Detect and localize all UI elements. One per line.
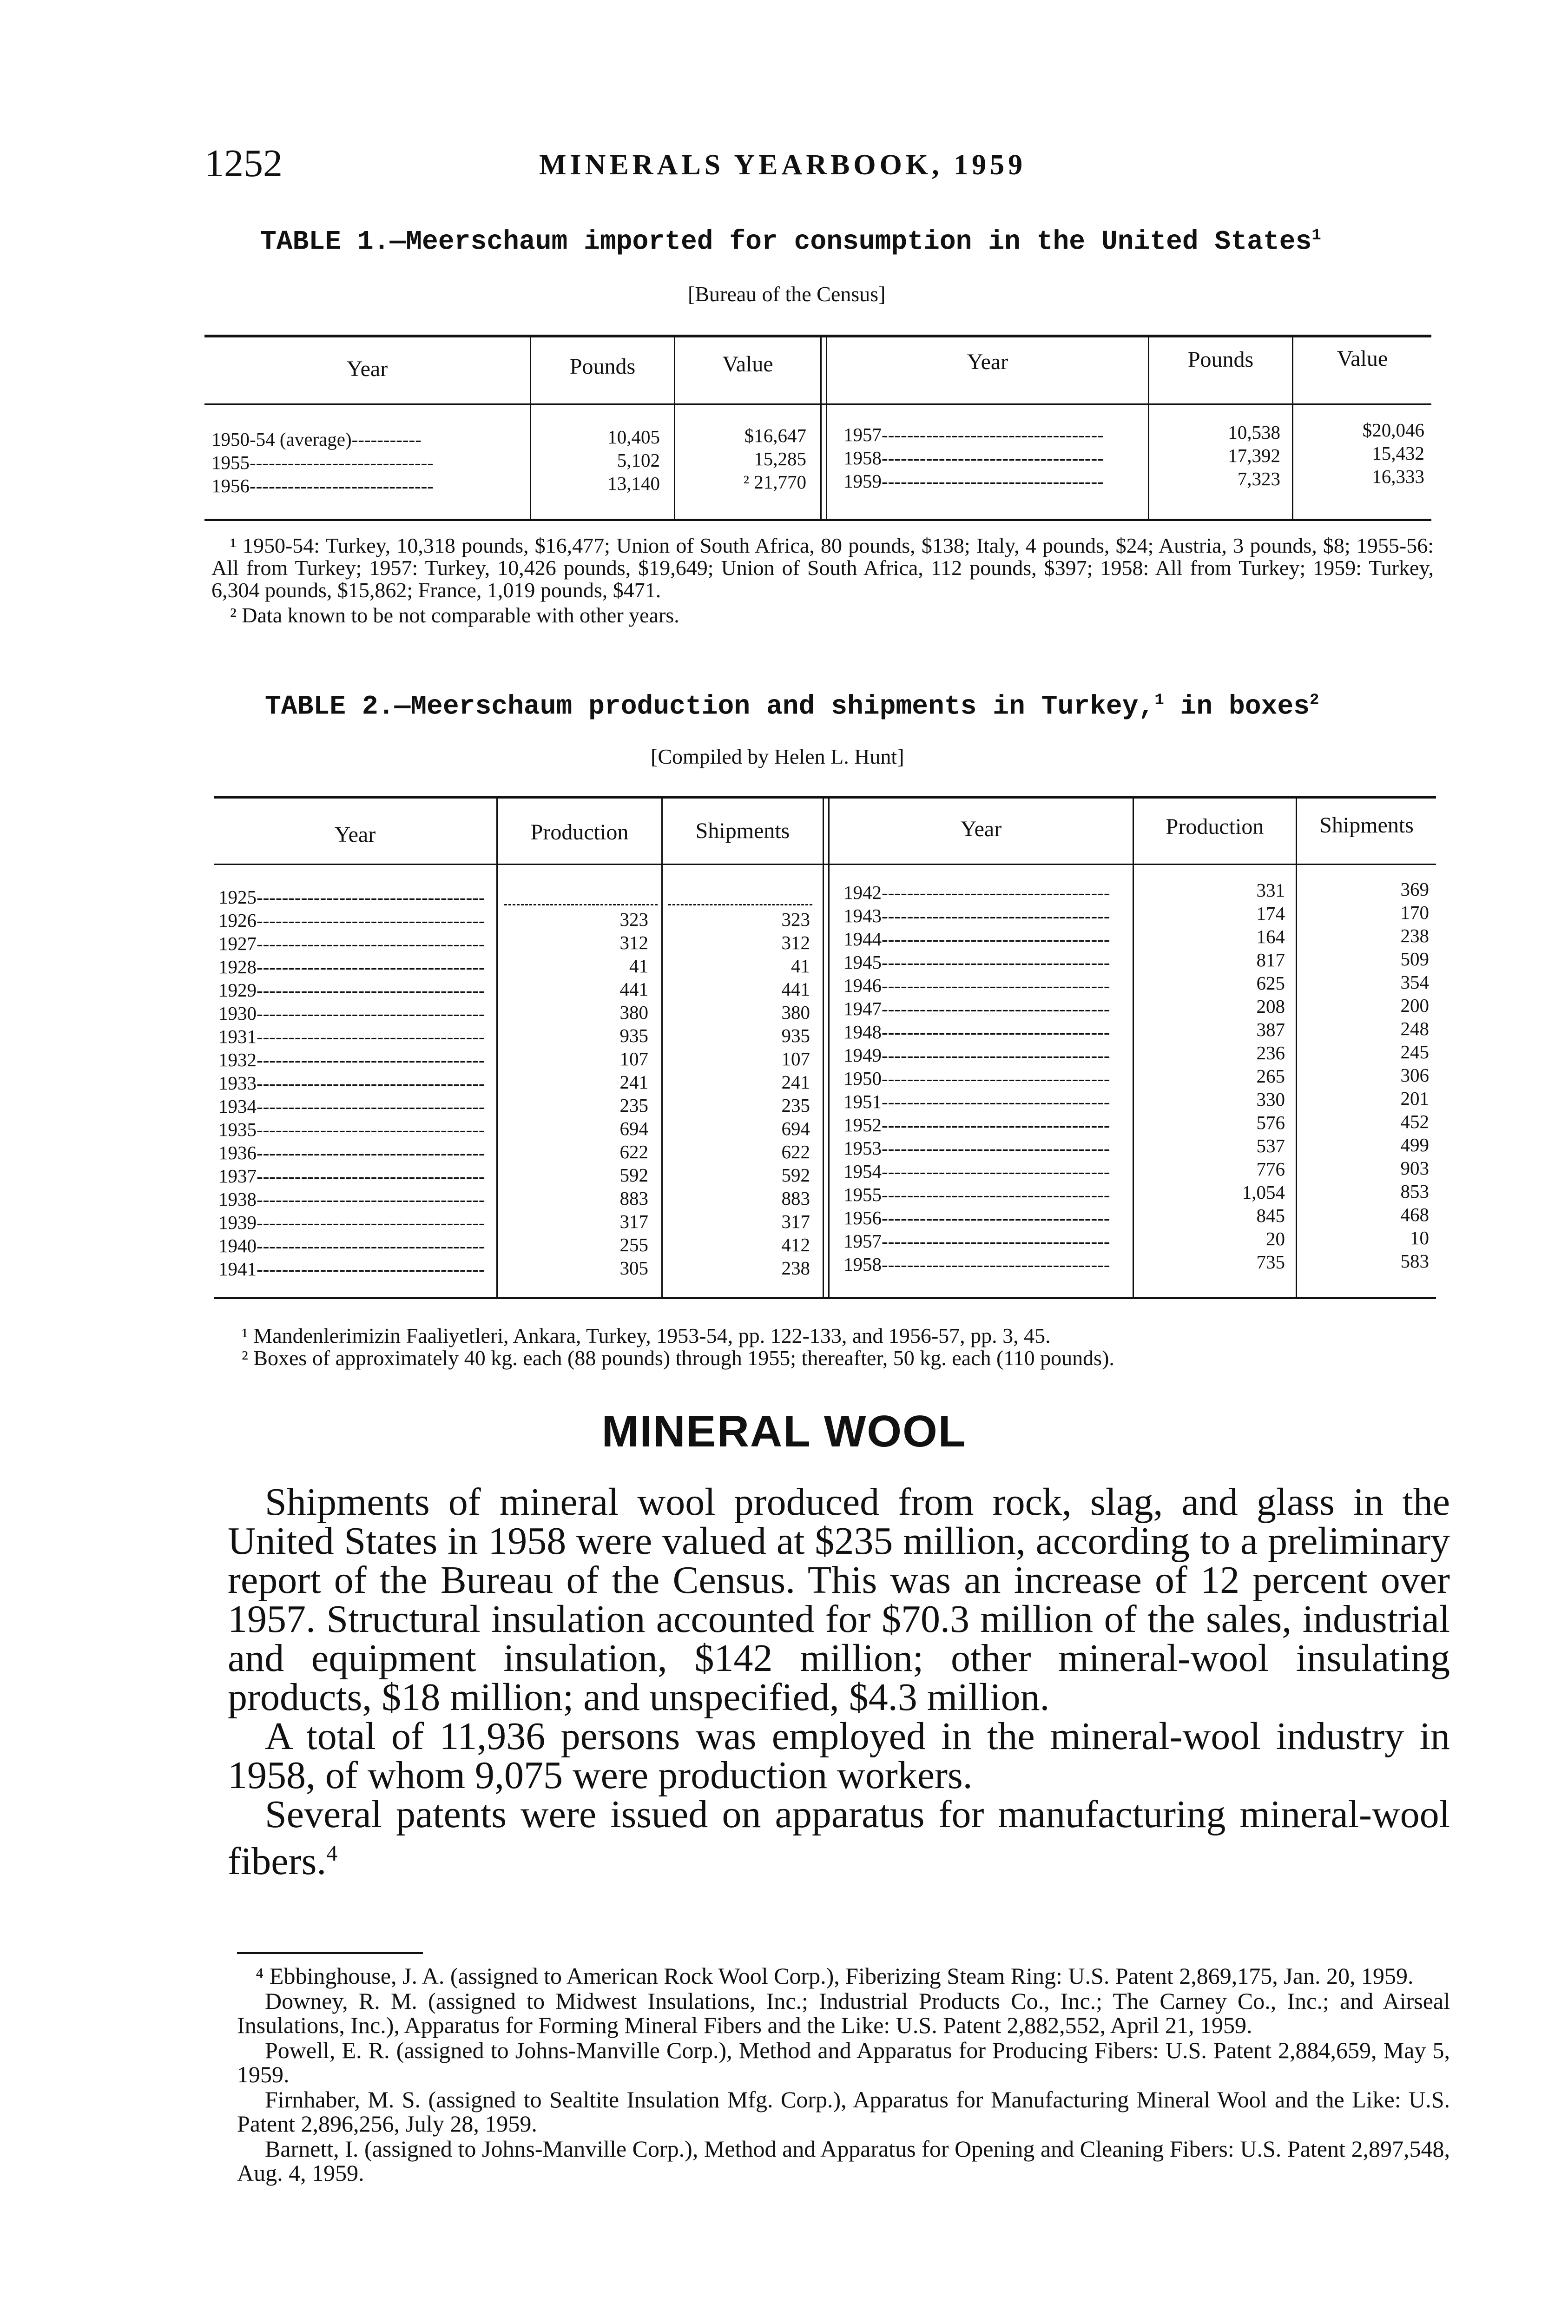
table-cell: 537 <box>1256 1135 1285 1156</box>
table-cell-year: 1951------------------------------------ <box>843 1091 1110 1112</box>
table-cell: 17,392 <box>1228 445 1280 466</box>
table2-vrule <box>1133 799 1134 1297</box>
table-cell-year: 1942------------------------------------ <box>843 882 1110 903</box>
table1-header-rule <box>204 403 1431 405</box>
table-cell-year: 1927------------------------------------ <box>218 933 485 954</box>
section-heading: MINERAL WOOL <box>601 1406 967 1456</box>
table-cell-year: 1952------------------------------------ <box>843 1114 1110 1136</box>
table-cell: 845 <box>1256 1205 1285 1226</box>
table-cell: 306 <box>1400 1064 1429 1086</box>
table-cell: 330 <box>1256 1089 1285 1110</box>
table-cell: 468 <box>1400 1204 1429 1225</box>
table2-dash-production-1925 <box>504 904 658 905</box>
table-cell: 583 <box>1400 1250 1429 1272</box>
table2-vrule <box>496 799 498 1297</box>
table-cell: 592 <box>619 1164 648 1186</box>
table-cell: 107 <box>781 1048 810 1070</box>
table-cell-year: 1936------------------------------------ <box>218 1142 485 1163</box>
table-cell: 354 <box>1400 971 1429 993</box>
table-cell: 170 <box>1400 902 1429 923</box>
table-cell-year: 1926------------------------------------ <box>218 910 485 931</box>
table-cell: 41 <box>791 955 810 977</box>
table2-header-year: Year <box>334 822 376 847</box>
table-cell-year: 1928------------------------------------ <box>218 956 485 977</box>
table2-title <box>265 693 1319 720</box>
table2-title-mark: 2 <box>1309 692 1319 709</box>
table-cell: 238 <box>781 1257 810 1279</box>
footnote-separator <box>237 1952 423 1954</box>
table-cell: 255 <box>619 1234 648 1255</box>
table-cell: 241 <box>619 1071 648 1093</box>
table-cell-year: 1956----------------------------- <box>211 475 434 496</box>
table1-header-value: Value <box>722 352 773 376</box>
paragraph-text: Several patents were issued on apparatus for manufacturing mineral-wool fibers. <box>228 1793 1450 1883</box>
table2-dash-shipments-1925 <box>668 904 812 905</box>
table2-top-rule <box>214 796 1436 799</box>
table2-header-year-right: Year <box>960 817 1002 841</box>
footnote: ⁴ Ebbinghouse, J. A. (assigned to American Rock Wool Corp.), Fiberizing Steam Ring: U.S. Patent 2,869,175, Jan. 20, 1959. <box>256 1963 1414 1989</box>
table-cell: 15,285 <box>754 448 806 469</box>
table-cell: $16,647 <box>744 425 806 446</box>
table2-left-years <box>218 885 493 1281</box>
table-cell: 241 <box>781 1071 810 1093</box>
table-cell-year: 1956------------------------------------ <box>843 1207 1110 1228</box>
footnote: Powell, E. R. (assigned to Johns-Manville Corp.), Method and Apparatus for Producing Fibers: U.S. Patent 2,884,659, May 5, 1959. <box>237 2037 1450 2087</box>
table-cell: 323 <box>781 909 810 930</box>
table-cell: 452 <box>1400 1111 1429 1132</box>
table2-right-production <box>1139 878 1285 1274</box>
table-cell: 592 <box>781 1164 810 1186</box>
table-cell: 13,140 <box>607 473 660 494</box>
table-cell: 509 <box>1400 948 1429 970</box>
table-cell: 387 <box>1256 1019 1285 1040</box>
table2-vrule <box>823 799 824 1297</box>
footnote: Barnett, I. (assigned to Johns-Manville Corp.), Method and Apparatus for Opening and Cleaning Fibers: U.S. Patent 2,897,548, Aug. 4, 1959. <box>237 2136 1450 2186</box>
table-cell-year: 1937------------------------------------ <box>218 1165 485 1187</box>
table-cell-year: 1957------------------------------------ <box>843 1230 1110 1252</box>
table-cell: 10,538 <box>1228 422 1280 443</box>
table-cell: 20 <box>1266 1228 1285 1249</box>
table-cell: 16,333 <box>1372 466 1424 487</box>
table-cell: 380 <box>619 1002 648 1023</box>
table-cell: 317 <box>781 1211 810 1232</box>
table-cell: 369 <box>1400 878 1429 900</box>
table-cell: 694 <box>619 1118 648 1139</box>
footnote: ¹ 1950-54: Turkey, 10,318 pounds, $16,477; Union of South Africa, 80 pounds, $138; Italy, 4 pounds, $24; Austria, 3 pounds, $8; 1955-56: All from Turkey; 1957: Turkey, 10,426 pounds, $19,649; Union of South Africa, 112 pounds, $397; 1958: All from Turkey; 1959: Turkey, 6,304 pounds, $15,862; France, 1,019 pounds, $471. <box>211 534 1434 602</box>
table-cell: 622 <box>781 1141 810 1162</box>
table-cell: 41 <box>629 955 648 977</box>
table1-right-values <box>1297 418 1424 488</box>
table-cell-year: 1950-54 (average)----------- <box>211 429 422 450</box>
table-cell: 107 <box>619 1048 648 1070</box>
table2-vrule <box>828 799 830 1297</box>
table-cell-year: 1933------------------------------------ <box>218 1072 485 1094</box>
table1-top-rule <box>204 335 1431 337</box>
table2-subtitle: [Compiled by Helen L. Hunt] <box>651 745 904 768</box>
table2-header-production-right: Production <box>1166 814 1264 839</box>
footnote-mark: 4 <box>326 1841 338 1866</box>
table-cell-year: 1945------------------------------------ <box>843 951 1110 973</box>
table-cell: 245 <box>1400 1041 1429 1063</box>
table-cell: 312 <box>619 932 648 953</box>
table-cell-year: 1957----------------------------------- <box>843 424 1104 445</box>
table1-title <box>260 228 1321 256</box>
table-cell: 208 <box>1256 996 1285 1017</box>
table-cell: 236 <box>1256 1042 1285 1063</box>
table-cell-year: 1958----------------------------------- <box>843 447 1104 469</box>
table-cell: 853 <box>1400 1181 1429 1202</box>
table-cell: 380 <box>781 1002 810 1023</box>
table-cell: 201 <box>1400 1088 1429 1109</box>
footnote: ² Data known to be not comparable with other years. <box>230 603 679 627</box>
table1-subtitle: [Bureau of the Census] <box>688 282 886 306</box>
table2-header-shipments-right: Shipments <box>1319 813 1414 838</box>
table-cell: 883 <box>619 1188 648 1209</box>
paragraph <box>228 1795 1450 1881</box>
table-cell-year: 1941------------------------------------ <box>218 1258 485 1280</box>
table2-footnotes <box>242 1325 1436 1369</box>
table1-header-value-right: Value <box>1337 346 1388 371</box>
table-cell-year: 1925------------------------------------ <box>218 886 485 908</box>
table-cell: 903 <box>1400 1157 1429 1179</box>
table-cell: 694 <box>781 1118 810 1139</box>
table-cell: 331 <box>1256 879 1285 901</box>
table-cell-year: 1954------------------------------------ <box>843 1161 1110 1182</box>
table-cell: 622 <box>619 1141 648 1162</box>
table-cell: 499 <box>1400 1134 1429 1155</box>
table2-right-shipments <box>1301 878 1429 1273</box>
table-cell: 235 <box>619 1095 648 1116</box>
paragraph: A total of 11,936 persons was employed in the mineral-wool industry in 1958, of whom 9,075 were production workers. <box>228 1715 1450 1797</box>
table-cell: 576 <box>1256 1112 1285 1133</box>
table-cell: 735 <box>1256 1251 1285 1273</box>
table-cell: 305 <box>619 1257 648 1279</box>
table-cell-year: 1946------------------------------------ <box>843 975 1110 996</box>
table2-left-production <box>502 908 648 1280</box>
footnote: ² Boxes of approximately 40 kg. each (88 pounds) through 1955; thereafter, 50 kg. each (110 pounds). <box>242 1346 1114 1370</box>
running-title: MINERALS YEARBOOK, 1959 <box>539 149 1027 181</box>
table-cell: 625 <box>1256 972 1285 994</box>
table1-header-pounds: Pounds <box>569 354 636 379</box>
table-cell-year: 1953------------------------------------ <box>843 1137 1110 1159</box>
paragraph: Shipments of mineral wool produced from rock, slag, and glass in the United States in 1958 were valued at $235 million, according to a preliminary report of the Bureau of the Census. This was an increase of 12 percent over 1957. Structural insulation accounted for $70.3 million of the sales, industrial and equipment insulation, $142 million; other mineral-wool insulating products, $18 million; and unspecified, $4.3 million. <box>228 1480 1450 1719</box>
table-cell: 412 <box>781 1234 810 1255</box>
table1-right-years <box>843 423 1146 493</box>
table-cell-year: 1930------------------------------------ <box>218 1003 485 1024</box>
table-cell: 164 <box>1256 926 1285 947</box>
table2-header-shipments: Shipments <box>695 819 790 843</box>
table-cell: 248 <box>1400 1018 1429 1039</box>
table-cell: 317 <box>619 1211 648 1232</box>
table-cell-year: 1950------------------------------------ <box>843 1068 1110 1089</box>
table1-left-years <box>211 428 527 497</box>
table-cell: 776 <box>1256 1158 1285 1180</box>
table-cell-year: 1947------------------------------------ <box>843 998 1110 1019</box>
table-cell-year: 1931------------------------------------ <box>218 1026 485 1047</box>
table-cell-year: 1934------------------------------------ <box>218 1096 485 1117</box>
table2-header-rule <box>214 864 1436 865</box>
table2-vrule <box>661 799 663 1297</box>
table-cell: 1,054 <box>1242 1182 1285 1203</box>
table1-title-note-mark: 1 <box>1311 227 1321 244</box>
table1-vrule <box>820 337 822 519</box>
footnote: Firnhaber, M. S. (assigned to Sealtite Insulation Mfg. Corp.), Apparatus for Manufacturing Mineral Wool and the Like: U.S. Patent 2,896,256, July 28, 1959. <box>237 2086 1450 2137</box>
table2-title-tail: in boxes <box>1180 692 1310 722</box>
table-cell: 174 <box>1256 903 1285 924</box>
table-cell: 200 <box>1400 995 1429 1016</box>
table-cell-year: 1948------------------------------------ <box>843 1021 1110 1043</box>
footnote: Downey, R. M. (assigned to Midwest Insulations, Inc.; Industrial Products Co., Inc.; The Carney Co., Inc.; and Airseal Insulations, Inc.), Apparatus for Forming Mineral Fibers and the Like: U.S. Patent 2,882,552, April 21, 1959. <box>237 1988 1450 2038</box>
table1-title-text: TABLE 1.—Meerschaum imported for consumption in the United States <box>260 227 1312 257</box>
table-cell-year: 1959----------------------------------- <box>843 470 1104 492</box>
table-cell-year: 1958------------------------------------ <box>843 1254 1110 1275</box>
table1-left-values <box>679 424 806 494</box>
table-cell-year: 1955----------------------------- <box>211 452 434 473</box>
table-cell-year: 1949------------------------------------ <box>843 1044 1110 1066</box>
table-cell: $20,046 <box>1362 419 1424 441</box>
table1-footnotes <box>211 535 1434 627</box>
table-cell-year: 1940------------------------------------ <box>218 1235 485 1256</box>
table-cell: 265 <box>1256 1065 1285 1087</box>
table-cell-year: 1943------------------------------------ <box>843 905 1110 926</box>
table1-header-year: Year <box>346 357 388 381</box>
table2-vrule <box>1296 799 1297 1297</box>
table-cell: 15,432 <box>1372 442 1424 464</box>
page-number: 1252 <box>204 142 283 185</box>
table-cell: 441 <box>619 978 648 1000</box>
table1-right-pounds <box>1153 421 1280 490</box>
table-cell: 7,323 <box>1237 468 1280 489</box>
table-cell-year: 1929------------------------------------ <box>218 979 485 1001</box>
table-cell: 10 <box>1410 1227 1429 1248</box>
table2-header-production: Production <box>530 820 629 845</box>
section-body <box>228 1480 1450 1883</box>
table-cell: 235 <box>781 1095 810 1116</box>
table2-bottom-rule <box>214 1297 1436 1299</box>
table-cell-year: 1938------------------------------------ <box>218 1188 485 1210</box>
table2-left-shipments <box>666 908 810 1280</box>
table-cell: 238 <box>1400 925 1429 946</box>
footnote: ¹ Mandenlerimizin Faaliyetleri, Ankara, Turkey, 1953-54, pp. 122-133, and 1956-57, pp. 3, 45. <box>242 1324 1051 1347</box>
table-cell: ² 21,770 <box>743 471 806 493</box>
table-cell: 883 <box>781 1188 810 1209</box>
table-cell: 441 <box>781 978 810 1000</box>
table-cell-year: 1944------------------------------------ <box>843 928 1110 950</box>
table2-title-text: TABLE 2.—Meerschaum production and shipments in Turkey, <box>265 692 1155 722</box>
table-cell: 312 <box>781 932 810 953</box>
table-cell-year: 1932------------------------------------ <box>218 1049 485 1070</box>
table1-header-pounds-right: Pounds <box>1187 347 1254 372</box>
table1-left-pounds <box>534 425 660 495</box>
table-cell: 5,102 <box>617 449 660 471</box>
table2-title-mark: 1 <box>1154 692 1164 709</box>
table2-right-years <box>843 881 1129 1276</box>
table-cell: 935 <box>619 1025 648 1046</box>
table-cell: 323 <box>619 909 648 930</box>
table-cell-year: 1935------------------------------------ <box>218 1119 485 1140</box>
table-cell-year: 1939------------------------------------ <box>218 1212 485 1233</box>
table-cell: 935 <box>781 1025 810 1046</box>
table1-bottom-rule <box>204 519 1431 521</box>
table1-header-year-right: Year <box>967 350 1008 374</box>
table-cell: 817 <box>1256 949 1285 971</box>
patent-footnotes <box>237 1964 1450 2186</box>
table-cell-year: 1955------------------------------------ <box>843 1184 1110 1205</box>
table-cell: 10,405 <box>607 426 660 448</box>
